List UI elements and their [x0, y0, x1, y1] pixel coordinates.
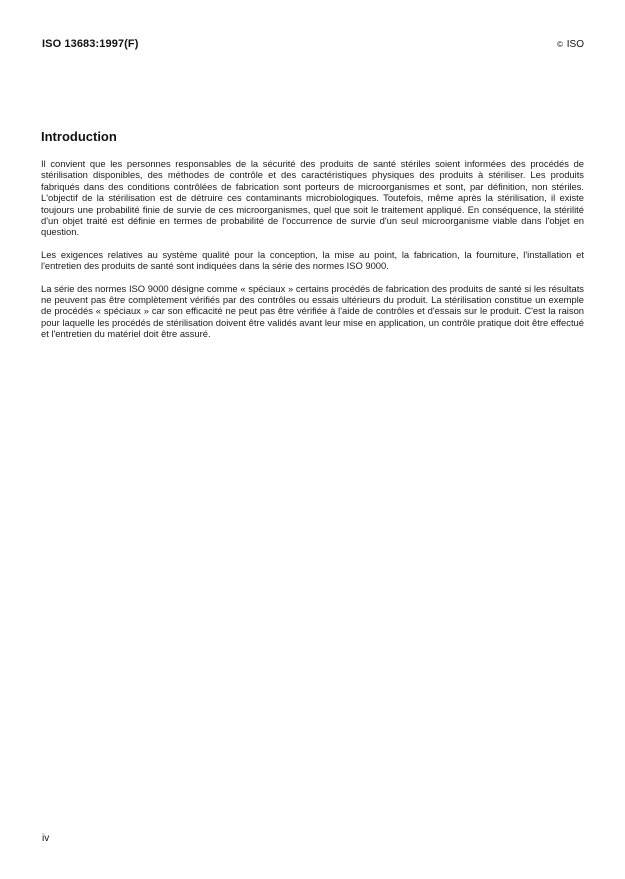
- introduction-body: [41, 158, 584, 351]
- page-number: iv: [42, 833, 50, 844]
- section-title: Introduction: [41, 129, 117, 144]
- document-identifier: ISO 13683:1997(F): [42, 38, 139, 50]
- copyright-icon: ©: [557, 40, 563, 49]
- publisher-name: ISO: [566, 39, 584, 50]
- paragraph-sterility: Il convient que les personnes responsables de la sécurité des produits de santé stériles soient informées des procédés de stérilisation disponibles, des méthodes de contrôle et des caractéristiques physiques des produits à stériliser. Les produits fabriqués dans des conditions contrôlées de fabrication sont porteurs de microorganismes et sont, par définition, non stériles. L'objectif de la stérilisation est de détruire ces contaminants microbiologiques. Toutefois, même après la stérilisation, il existe toujours une probabilité finie de survie de ces microorganismes, quel que soit le traitement appliqué. En conséquence, la stérilité d'un objet traité est définie en termes de probabilité de l'occurrence de survie d'un seul microorganisme viable dans l'objet en question.: [41, 158, 584, 238]
- copyright-notice: [557, 39, 584, 50]
- paragraph-special-processes: La série des normes ISO 9000 désigne comme « spéciaux » certains procédés de fabrication des produits de santé si les résultats ne peuvent pas être complètement vérifiés par des contrôles ou essais ultérieurs du produit. La stérilisation constitue un exemple de procédés « spéciaux » car son efficacité ne peut pas être vérifiée à l'aide de contrôles et d'essais sur le produit. C'est la raison pour laquelle les procédés de stérilisation doivent être validés avant leur mise en application, un contrôle pratique doit être effectué et l'entretien du matériel doit être assuré.: [41, 282, 584, 340]
- paragraph-quality-system: Les exigences relatives au système qualité pour la conception, la mise au point, la fabrication, la fourniture, l'installation et l'entretien des produits de santé sont indiquées dans la série des normes ISO 9000.: [41, 248, 584, 272]
